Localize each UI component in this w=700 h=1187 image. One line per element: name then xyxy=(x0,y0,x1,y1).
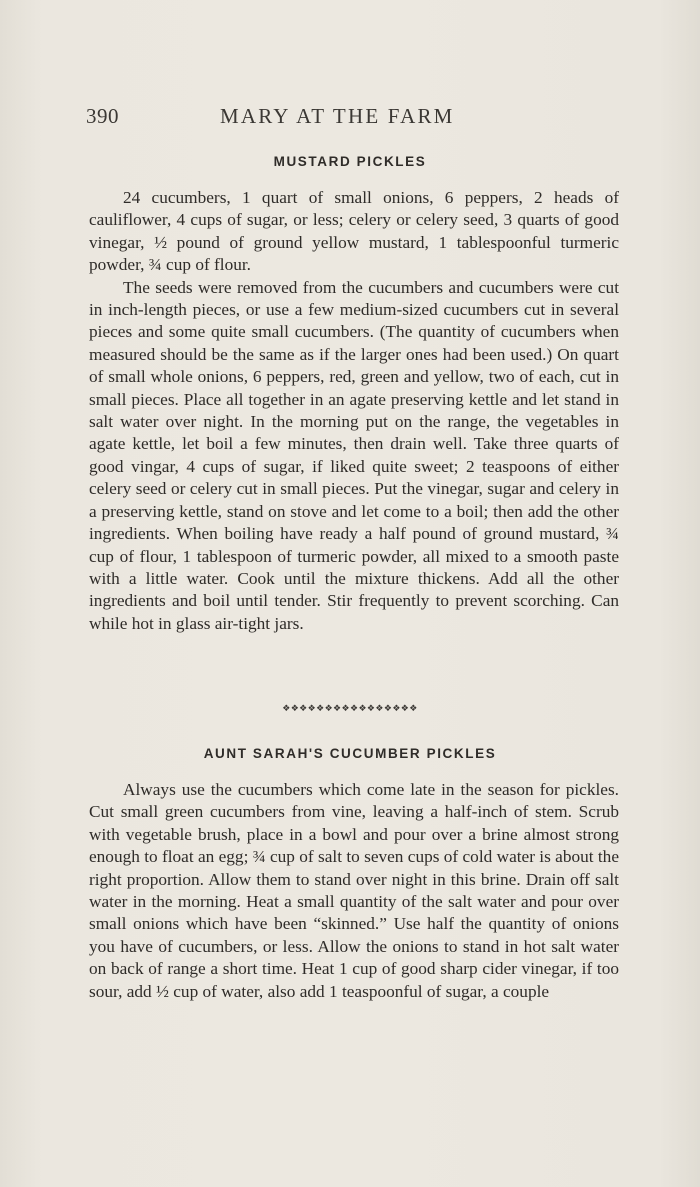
paragraph-ingredients: 24 cucumbers, 1 quart of small onions, 6 peppers, 2 heads of cauliflower, 4 cups of sugar, or less; celery or celery seed, 3 quarts of good vinegar, ½ pound of ground yellow mustard, 1 tablespoonful turmeric powder, ¾ cup of flour. xyxy=(89,188,619,275)
mustard-pickles-body xyxy=(89,187,619,635)
paragraph-directions: The seeds were removed from the cucumbers and cucumbers were cut in inch-length pieces, or use a few medium-sized cucumbers cut in several pieces and some quite small cucumbers. (The quantity of cucumbers when measured should be the same as if the larger ones had been used.) On quart of small whole onions, 6 peppers, red, green and yellow, two of each, cut in small pieces. Place all together in an agate preserving kettle and let stand in salt water over night. In the morning put on the range, the vegetables in agate kettle, let boil a few minutes, then drain well. Take three quarts of good vingar, 4 cups of sugar, if liked quite sweet; 2 teaspoons of either celery seed or celery cut in small pieces. Put the vinegar, sugar and celery in a preserving kettle, stand on stove and let come to a boil; then add the other ingredients. When boiling have ready a half pound of ground mustard, ¾ cup of flour, 1 tablespoon of turmeric powder, all mixed to a smooth paste with a little water. Cook until the mixture thickens. Add all the other ingredients and boil until tender. Stir frequently to prevent scorching. Can while hot in glass air-tight jars. xyxy=(89,277,619,633)
paragraph-cucumber-directions: Always use the cucumbers which come late in the season for pickles. Cut small green cucumbers from vine, leaving a half-inch of stem. Scrub with vegetable brush, place in a bowl and pour over a brine almost strong enough to float an egg; ¾ cup of salt to seven cups of cold water is about the right proportion. Allow them to stand over night in this brine. Drain off salt water in the morning. Heat a small quantity of the salt water and pour over small onions which have been “skinned.” Use half the quantity of onions you have of cucumbers, or less. Allow the onions to stand in hot salt water on back of range a short time. Heat 1 cup of good sharp cider vinegar, if too sour, add ½ cup of water, also add 1 teaspoonful of sugar, a couple xyxy=(89,780,619,1001)
running-head: MARY AT THE FARM xyxy=(220,104,455,128)
decorative-divider-icon: ❖❖❖❖❖❖❖❖❖❖❖❖❖❖❖❖ xyxy=(282,704,418,714)
page-number: 390 xyxy=(86,104,119,128)
page-header xyxy=(0,104,700,134)
cucumber-pickles-body xyxy=(89,779,619,1003)
section-title-mustard-pickles: MUSTARD PICKLES xyxy=(273,154,427,169)
section-title-aunt-sarahs-cucumber-pickles: AUNT SARAH'S CUCUMBER PICKLES xyxy=(203,746,497,761)
